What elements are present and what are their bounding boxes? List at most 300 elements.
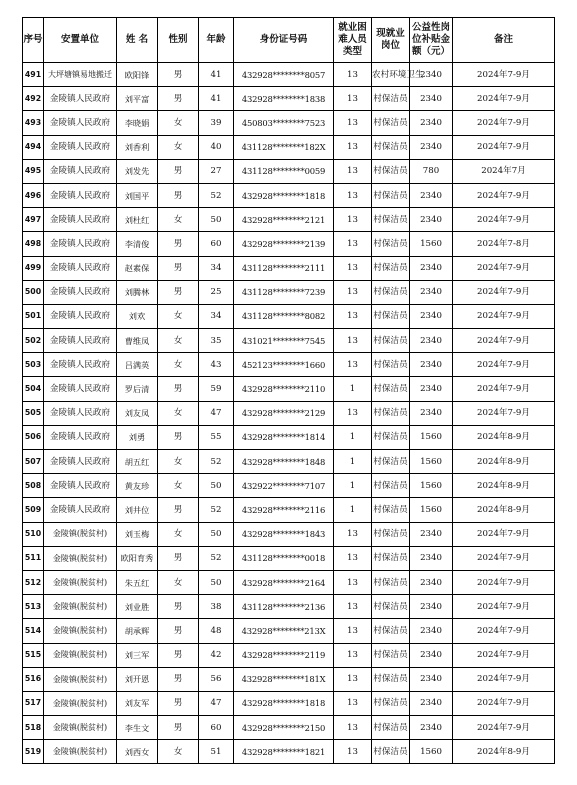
cell-unit: 金陵镇人民政府	[44, 280, 117, 304]
cell-subsidy-amount: 2340	[410, 377, 453, 401]
cell-gender: 男	[158, 63, 199, 87]
table-row	[23, 643, 555, 667]
cell-unit: 金陵镇人民政府	[44, 159, 117, 183]
cell-subsidy-amount: 2340	[410, 87, 453, 111]
cell-name: 黄友珍	[117, 474, 158, 498]
cell-name: 刘国平	[117, 183, 158, 207]
cell-name: 刘业胜	[117, 595, 158, 619]
cell-current-post: 村保洁员	[372, 740, 410, 764]
cell-age: 52	[199, 183, 234, 207]
cell-age: 35	[199, 329, 234, 353]
cell-gender: 女	[158, 304, 199, 328]
cell-remarks: 2024年7-8月	[453, 232, 555, 256]
cell-name: 胡承辉	[117, 619, 158, 643]
table-row	[23, 498, 555, 522]
cell-subsidy-amount: 2340	[410, 280, 453, 304]
cell-gender: 男	[158, 498, 199, 522]
cell-current-post: 村保洁员	[372, 425, 410, 449]
table-row	[23, 232, 555, 256]
col-header-gender: 性别	[158, 18, 199, 63]
cell-subsidy-amount: 2340	[410, 667, 453, 691]
cell-unit: 金陵镇(脱贫村)	[44, 643, 117, 667]
cell-current-post: 村保洁员	[372, 353, 410, 377]
table-row	[23, 329, 555, 353]
cell-unit: 金陵镇人民政府	[44, 256, 117, 280]
cell-name: 刘杜红	[117, 208, 158, 232]
cell-subsidy-amount: 2340	[410, 353, 453, 377]
cell-seq: 506	[23, 425, 44, 449]
table-row	[23, 401, 555, 425]
cell-hardship-type: 13	[334, 619, 372, 643]
cell-current-post: 村保洁员	[372, 304, 410, 328]
cell-name: 欧阳育秀	[117, 546, 158, 570]
cell-id-number: 432928********1821	[234, 740, 334, 764]
cell-unit: 金陵镇人民政府	[44, 329, 117, 353]
cell-gender: 男	[158, 159, 199, 183]
cell-age: 55	[199, 425, 234, 449]
cell-hardship-type: 13	[334, 691, 372, 715]
cell-remarks: 2024年8-9月	[453, 740, 555, 764]
cell-remarks: 2024年8-9月	[453, 474, 555, 498]
cell-name: 刘香利	[117, 135, 158, 159]
table-row	[23, 353, 555, 377]
cell-id-number: 432928********1843	[234, 522, 334, 546]
cell-hardship-type: 13	[334, 232, 372, 256]
cell-age: 52	[199, 546, 234, 570]
cell-seq: 517	[23, 691, 44, 715]
cell-seq: 501	[23, 304, 44, 328]
table-row	[23, 450, 555, 474]
cell-subsidy-amount: 1560	[410, 425, 453, 449]
cell-gender: 男	[158, 377, 199, 401]
cell-gender: 男	[158, 595, 199, 619]
cell-current-post: 村保洁员	[372, 667, 410, 691]
cell-unit: 金陵镇(脱贫村)	[44, 570, 117, 594]
table-row	[23, 377, 555, 401]
cell-unit: 金陵镇人民政府	[44, 474, 117, 498]
cell-unit: 金陵镇人民政府	[44, 135, 117, 159]
cell-id-number: 432928********1818	[234, 183, 334, 207]
cell-name: 刘发先	[117, 159, 158, 183]
cell-seq: 496	[23, 183, 44, 207]
cell-id-number: 432928********8057	[234, 63, 334, 87]
cell-gender: 女	[158, 474, 199, 498]
cell-subsidy-amount: 1560	[410, 450, 453, 474]
cell-name: 刘三军	[117, 643, 158, 667]
cell-gender: 女	[158, 570, 199, 594]
cell-seq: 514	[23, 619, 44, 643]
cell-id-number: 432928********1848	[234, 450, 334, 474]
cell-seq: 512	[23, 570, 44, 594]
cell-name: 刘腾林	[117, 280, 158, 304]
cell-id-number: 432928********2110	[234, 377, 334, 401]
cell-unit: 金陵镇(脱贫村)	[44, 667, 117, 691]
table-row	[23, 691, 555, 715]
cell-unit: 金陵镇(脱贫村)	[44, 691, 117, 715]
table-row	[23, 595, 555, 619]
cell-hardship-type: 13	[334, 643, 372, 667]
cell-current-post: 村保洁员	[372, 111, 410, 135]
cell-subsidy-amount: 2340	[410, 546, 453, 570]
table-row	[23, 667, 555, 691]
cell-subsidy-amount: 1560	[410, 740, 453, 764]
cell-age: 38	[199, 595, 234, 619]
cell-remarks: 2024年8-9月	[453, 450, 555, 474]
cell-remarks: 2024年7-9月	[453, 63, 555, 87]
cell-seq: 516	[23, 667, 44, 691]
cell-hardship-type: 1	[334, 425, 372, 449]
cell-gender: 女	[158, 208, 199, 232]
table-row	[23, 546, 555, 570]
cell-seq: 493	[23, 111, 44, 135]
col-header-subsidy-amount: 公益性岗位补贴金额（元）	[410, 18, 453, 63]
cell-gender: 男	[158, 183, 199, 207]
cell-name: 刘平富	[117, 87, 158, 111]
cell-name: 刘友凤	[117, 401, 158, 425]
cell-hardship-type: 13	[334, 256, 372, 280]
cell-subsidy-amount: 2340	[410, 183, 453, 207]
cell-gender: 男	[158, 546, 199, 570]
cell-unit: 金陵镇人民政府	[44, 425, 117, 449]
cell-age: 50	[199, 208, 234, 232]
cell-current-post: 村保洁员	[372, 522, 410, 546]
cell-current-post: 村保洁员	[372, 159, 410, 183]
cell-id-number: 432928********2121	[234, 208, 334, 232]
cell-remarks: 2024年7-9月	[453, 401, 555, 425]
cell-unit: 金陵镇(脱贫村)	[44, 522, 117, 546]
cell-id-number: 432928********2116	[234, 498, 334, 522]
cell-id-number: 432928********2139	[234, 232, 334, 256]
cell-remarks: 2024年7-9月	[453, 377, 555, 401]
cell-hardship-type: 13	[334, 280, 372, 304]
cell-id-number: 450803********7523	[234, 111, 334, 135]
cell-seq: 503	[23, 353, 44, 377]
cell-seq: 518	[23, 716, 44, 740]
cell-subsidy-amount: 2340	[410, 329, 453, 353]
cell-id-number: 432928********2150	[234, 716, 334, 740]
cell-unit: 金陵镇(脱贫村)	[44, 546, 117, 570]
cell-seq: 508	[23, 474, 44, 498]
cell-age: 56	[199, 667, 234, 691]
cell-hardship-type: 1	[334, 450, 372, 474]
cell-age: 52	[199, 498, 234, 522]
cell-unit: 大坪塘镇易地搬迁	[44, 63, 117, 87]
cell-current-post: 村保洁员	[372, 256, 410, 280]
cell-current-post: 村保洁员	[372, 377, 410, 401]
cell-hardship-type: 13	[334, 522, 372, 546]
cell-subsidy-amount: 2340	[410, 595, 453, 619]
cell-hardship-type: 13	[334, 63, 372, 87]
cell-age: 40	[199, 135, 234, 159]
cell-unit: 金陵镇人民政府	[44, 232, 117, 256]
table-row	[23, 183, 555, 207]
cell-gender: 男	[158, 232, 199, 256]
cell-name: 李清俊	[117, 232, 158, 256]
cell-subsidy-amount: 2340	[410, 522, 453, 546]
cell-unit: 金陵镇人民政府	[44, 450, 117, 474]
cell-unit: 金陵镇(脱贫村)	[44, 595, 117, 619]
cell-subsidy-amount: 2340	[410, 135, 453, 159]
cell-unit: 金陵镇(脱贫村)	[44, 619, 117, 643]
cell-hardship-type: 1	[334, 474, 372, 498]
cell-hardship-type: 13	[334, 159, 372, 183]
cell-age: 59	[199, 377, 234, 401]
cell-seq: 513	[23, 595, 44, 619]
cell-age: 60	[199, 716, 234, 740]
cell-age: 25	[199, 280, 234, 304]
table-row	[23, 474, 555, 498]
table-row	[23, 256, 555, 280]
cell-name: 李晓娟	[117, 111, 158, 135]
cell-remarks: 2024年7-9月	[453, 183, 555, 207]
cell-age: 60	[199, 232, 234, 256]
cell-hardship-type: 13	[334, 595, 372, 619]
cell-hardship-type: 13	[334, 135, 372, 159]
cell-current-post: 村保洁员	[372, 619, 410, 643]
cell-id-number: 432922********7107	[234, 474, 334, 498]
cell-subsidy-amount: 2340	[410, 401, 453, 425]
cell-gender: 男	[158, 425, 199, 449]
cell-age: 50	[199, 522, 234, 546]
cell-seq: 494	[23, 135, 44, 159]
cell-subsidy-amount: 1560	[410, 474, 453, 498]
cell-current-post: 村保洁员	[372, 450, 410, 474]
cell-id-number: 432928********2129	[234, 401, 334, 425]
cell-hardship-type: 13	[334, 87, 372, 111]
cell-id-number: 431128********0059	[234, 159, 334, 183]
table-row	[23, 208, 555, 232]
cell-age: 43	[199, 353, 234, 377]
cell-seq: 492	[23, 87, 44, 111]
cell-seq: 504	[23, 377, 44, 401]
cell-remarks: 2024年7-9月	[453, 643, 555, 667]
col-header-name: 姓 名	[117, 18, 158, 63]
cell-unit: 金陵镇人民政府	[44, 208, 117, 232]
cell-id-number: 432928********2119	[234, 643, 334, 667]
cell-remarks: 2024年7-9月	[453, 619, 555, 643]
cell-gender: 男	[158, 280, 199, 304]
table-row	[23, 280, 555, 304]
cell-name: 刘友军	[117, 691, 158, 715]
table-row	[23, 135, 555, 159]
col-header-hardship-type: 就业困难人员类型	[334, 18, 372, 63]
cell-hardship-type: 13	[334, 353, 372, 377]
table-row	[23, 522, 555, 546]
col-header-age: 年龄	[199, 18, 234, 63]
cell-remarks: 2024年7-9月	[453, 667, 555, 691]
cell-gender: 男	[158, 619, 199, 643]
cell-remarks: 2024年7-9月	[453, 304, 555, 328]
cell-age: 41	[199, 87, 234, 111]
cell-age: 48	[199, 619, 234, 643]
cell-remarks: 2024年8-9月	[453, 498, 555, 522]
table-row	[23, 304, 555, 328]
cell-hardship-type: 13	[334, 716, 372, 740]
table-row	[23, 570, 555, 594]
cell-seq: 519	[23, 740, 44, 764]
cell-hardship-type: 13	[334, 304, 372, 328]
cell-seq: 515	[23, 643, 44, 667]
cell-remarks: 2024年7-9月	[453, 135, 555, 159]
cell-seq: 497	[23, 208, 44, 232]
cell-id-number: 431021********7545	[234, 329, 334, 353]
cell-hardship-type: 1	[334, 377, 372, 401]
cell-gender: 男	[158, 87, 199, 111]
cell-subsidy-amount: 1560	[410, 498, 453, 522]
cell-seq: 499	[23, 256, 44, 280]
cell-current-post: 农村环境卫生	[372, 63, 410, 87]
table-row	[23, 425, 555, 449]
cell-subsidy-amount: 2340	[410, 304, 453, 328]
cell-subsidy-amount: 2340	[410, 691, 453, 715]
cell-remarks: 2024年7-9月	[453, 595, 555, 619]
cell-subsidy-amount: 2340	[410, 111, 453, 135]
cell-gender: 女	[158, 329, 199, 353]
subsidy-roster-table	[22, 17, 555, 764]
cell-seq: 511	[23, 546, 44, 570]
cell-name: 赵素保	[117, 256, 158, 280]
cell-age: 50	[199, 474, 234, 498]
cell-current-post: 村保洁员	[372, 643, 410, 667]
cell-hardship-type: 13	[334, 329, 372, 353]
cell-id-number: 431128********0018	[234, 546, 334, 570]
col-header-current-post: 现就业岗位	[372, 18, 410, 63]
cell-current-post: 村保洁员	[372, 208, 410, 232]
cell-id-number: 431128********182X	[234, 135, 334, 159]
cell-unit: 金陵镇人民政府	[44, 304, 117, 328]
cell-remarks: 2024年7-9月	[453, 546, 555, 570]
cell-seq: 509	[23, 498, 44, 522]
cell-seq: 495	[23, 159, 44, 183]
cell-current-post: 村保洁员	[372, 135, 410, 159]
cell-age: 47	[199, 401, 234, 425]
cell-remarks: 2024年7-9月	[453, 353, 555, 377]
cell-subsidy-amount: 1560	[410, 232, 453, 256]
cell-hardship-type: 13	[334, 570, 372, 594]
cell-remarks: 2024年7-9月	[453, 329, 555, 353]
cell-seq: 500	[23, 280, 44, 304]
cell-gender: 女	[158, 353, 199, 377]
cell-gender: 女	[158, 740, 199, 764]
cell-hardship-type: 13	[334, 111, 372, 135]
cell-gender: 男	[158, 691, 199, 715]
cell-hardship-type: 13	[334, 183, 372, 207]
cell-current-post: 村保洁员	[372, 401, 410, 425]
cell-remarks: 2024年7-9月	[453, 87, 555, 111]
cell-id-number: 432928********1814	[234, 425, 334, 449]
cell-gender: 女	[158, 522, 199, 546]
cell-gender: 女	[158, 401, 199, 425]
cell-subsidy-amount: 2340	[410, 570, 453, 594]
cell-current-post: 村保洁员	[372, 87, 410, 111]
cell-gender: 女	[158, 111, 199, 135]
cell-unit: 金陵镇人民政府	[44, 401, 117, 425]
cell-current-post: 村保洁员	[372, 691, 410, 715]
cell-subsidy-amount: 2340	[410, 256, 453, 280]
col-header-seq: 序号	[23, 18, 44, 63]
cell-gender: 男	[158, 256, 199, 280]
cell-unit: 金陵镇人民政府	[44, 377, 117, 401]
cell-unit: 金陵镇(脱贫村)	[44, 740, 117, 764]
col-header-remarks: 备注	[453, 18, 555, 63]
cell-gender: 女	[158, 135, 199, 159]
cell-current-post: 村保洁员	[372, 232, 410, 256]
cell-name: 胡五红	[117, 450, 158, 474]
cell-unit: 金陵镇人民政府	[44, 498, 117, 522]
col-header-id-number: 身份证号码	[234, 18, 334, 63]
cell-name: 刘欢	[117, 304, 158, 328]
cell-age: 42	[199, 643, 234, 667]
cell-id-number: 432928********1838	[234, 87, 334, 111]
cell-age: 51	[199, 740, 234, 764]
table-row	[23, 63, 555, 87]
cell-current-post: 村保洁员	[372, 716, 410, 740]
table-row	[23, 87, 555, 111]
cell-current-post: 村保洁员	[372, 498, 410, 522]
cell-remarks: 2024年7月	[453, 159, 555, 183]
table-row	[23, 740, 555, 764]
cell-name: 罗后清	[117, 377, 158, 401]
cell-gender: 男	[158, 667, 199, 691]
cell-remarks: 2024年7-9月	[453, 256, 555, 280]
cell-name: 欧阳锋	[117, 63, 158, 87]
cell-remarks: 2024年7-9月	[453, 570, 555, 594]
cell-seq: 510	[23, 522, 44, 546]
cell-id-number: 431128********7239	[234, 280, 334, 304]
cell-id-number: 432928********213X	[234, 619, 334, 643]
header-row	[23, 18, 555, 63]
cell-age: 52	[199, 450, 234, 474]
cell-unit: 金陵镇人民政府	[44, 111, 117, 135]
cell-name: 李生文	[117, 716, 158, 740]
cell-seq: 507	[23, 450, 44, 474]
table-row	[23, 111, 555, 135]
cell-age: 39	[199, 111, 234, 135]
cell-name: 刘开恩	[117, 667, 158, 691]
cell-gender: 女	[158, 450, 199, 474]
cell-unit: 金陵镇人民政府	[44, 183, 117, 207]
cell-id-number: 431128********2111	[234, 256, 334, 280]
cell-remarks: 2024年7-9月	[453, 111, 555, 135]
cell-hardship-type: 13	[334, 208, 372, 232]
cell-age: 27	[199, 159, 234, 183]
cell-hardship-type: 13	[334, 546, 372, 570]
cell-remarks: 2024年7-9月	[453, 208, 555, 232]
cell-current-post: 村保洁员	[372, 183, 410, 207]
cell-id-number: 431128********8082	[234, 304, 334, 328]
table-row	[23, 619, 555, 643]
cell-hardship-type: 1	[334, 498, 372, 522]
cell-current-post: 村保洁员	[372, 595, 410, 619]
cell-current-post: 村保洁员	[372, 570, 410, 594]
cell-remarks: 2024年7-9月	[453, 716, 555, 740]
cell-unit: 金陵镇人民政府	[44, 87, 117, 111]
cell-name: 刘井位	[117, 498, 158, 522]
table-row	[23, 159, 555, 183]
cell-current-post: 村保洁员	[372, 280, 410, 304]
cell-subsidy-amount: 2340	[410, 619, 453, 643]
cell-subsidy-amount: 2340	[410, 716, 453, 740]
cell-gender: 男	[158, 716, 199, 740]
cell-unit: 金陵镇(脱贫村)	[44, 716, 117, 740]
cell-remarks: 2024年8-9月	[453, 425, 555, 449]
cell-age: 34	[199, 304, 234, 328]
cell-name: 刘勇	[117, 425, 158, 449]
cell-current-post: 村保洁员	[372, 546, 410, 570]
cell-age: 47	[199, 691, 234, 715]
col-header-unit: 安置单位	[44, 18, 117, 63]
cell-seq: 491	[23, 63, 44, 87]
